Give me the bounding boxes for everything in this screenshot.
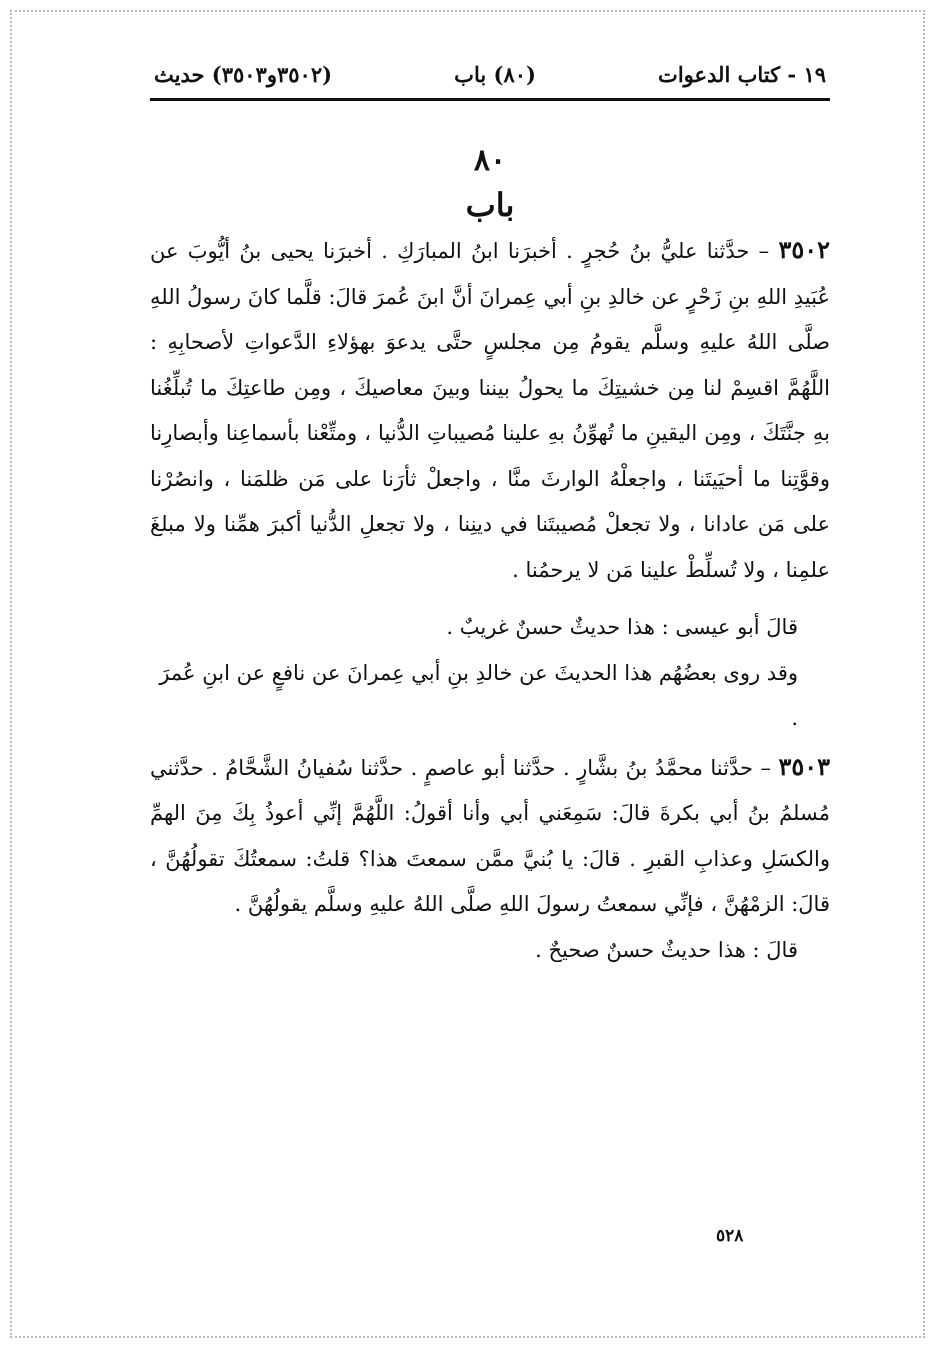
running-head-hadith-range: (٣٥٠٢و٣٥٠٣) حديث (154, 62, 333, 87)
hadith-3503 (150, 744, 830, 928)
running-head-rule (150, 98, 830, 101)
hadith-text: – حدَّثنا عليُّ بنُ حُجرٍ . أخبرَنا ابنُ المبارَكِ . أخبرَنا يحيى بنُ أيُّوبَ عن عُبَيدِ اللهِ بنِ زَحْرٍ عن خالدِ بنِ أبي عِمرانَ أنَّ ابنَ عُمرَ قالَ: قلَّما كانَ رسولُ اللهِ صلَّى اللهُ عليهِ وسلَّم يقومُ مِن مجلسٍ حتَّى يدعوَ بهؤلاءِ الدَّعواتِ لأصحابِهِ : اللَّهُمَّ اقسِمْ لنا مِن خشيتِكَ ما يحولُ بيننا وبينَ معاصيكَ ، ومِن طاعتِكَ ما تُبلِّغُنا بهِ جنَّتَكَ ، ومِن اليقينِ ما تُهوِّنُ بهِ علينا مُصيباتِ الدُّنيا ، ومتِّعْنا بأسماعِنا وأبصارِنا وقوَّتِنا ما أحيَيتَنا ، واجعلْهُ الوارثَ منَّا ، واجعلْ ثأرَنا على مَن ظلمَنا ، وانصُرْنا على مَن عادانا ، ولا تجعلْ مُصيبتَنا في دينِنا ، ولا تجعلِ الدُّنيا أكبرَ همِّنا ولا مبلغَ علمِنا ، ولا تُسلِّطْ علينا مَن لا يرحمُنا . (150, 239, 830, 582)
running-head-page-book: ١٩ - كتاب الدعوات (658, 62, 826, 87)
hadith-number: ٣٥٠٣ (778, 751, 830, 781)
grading-remark: قالَ : هذا حديثٌ حسنٌ صحيحٌ . (535, 937, 798, 962)
book-page (150, 58, 830, 973)
page-number: ٥٢٨ (716, 1226, 744, 1246)
chapter-title: باب (465, 186, 515, 224)
narration-remark: وقد روى بعضُهُم هذا الحديثَ عن خالدِ بنِ أبي عِمرانَ عن نافعٍ عن ابنِ عُمرَ . (159, 660, 798, 730)
hadith-3502 (150, 227, 830, 593)
hadith-number: ٣٥٠٢ (778, 235, 830, 264)
hadith-text: – حدَّثنا محمَّدُ بنُ بشَّارٍ . حدَّثنا أبو عاصمٍ . حدَّثنا سُفيانُ الشَّحَّامُ . حدَّثني مُسلمُ بنُ أبي بكرةَ قالَ: سَمِعَني أبي وأنا أقولُ: اللَّهُمَّ إنِّي أعوذُ بِكَ مِنَ الهمِّ والكسَلِ وعذابِ القبرِ . قالَ: يا بُنيَّ ممَّن سمعتَ هذا؟ قلتُ: سمعتُكَ تقولُهُنَّ ، قالَ: الزمْهُنَّ ، فإنِّي سمعتُ رسولَ اللهِ صلَّى اللهُ عليهِ وسلَّم يقولُهُنَّ . (150, 755, 830, 916)
grading-remark: قالَ أبو عيسى : هذا حديثٌ حسنٌ غريبٌ . (446, 615, 798, 639)
running-head (150, 58, 830, 92)
running-head-chapter: (٨٠) باب (454, 62, 536, 87)
chapter-number: ٨٠ (473, 143, 507, 178)
